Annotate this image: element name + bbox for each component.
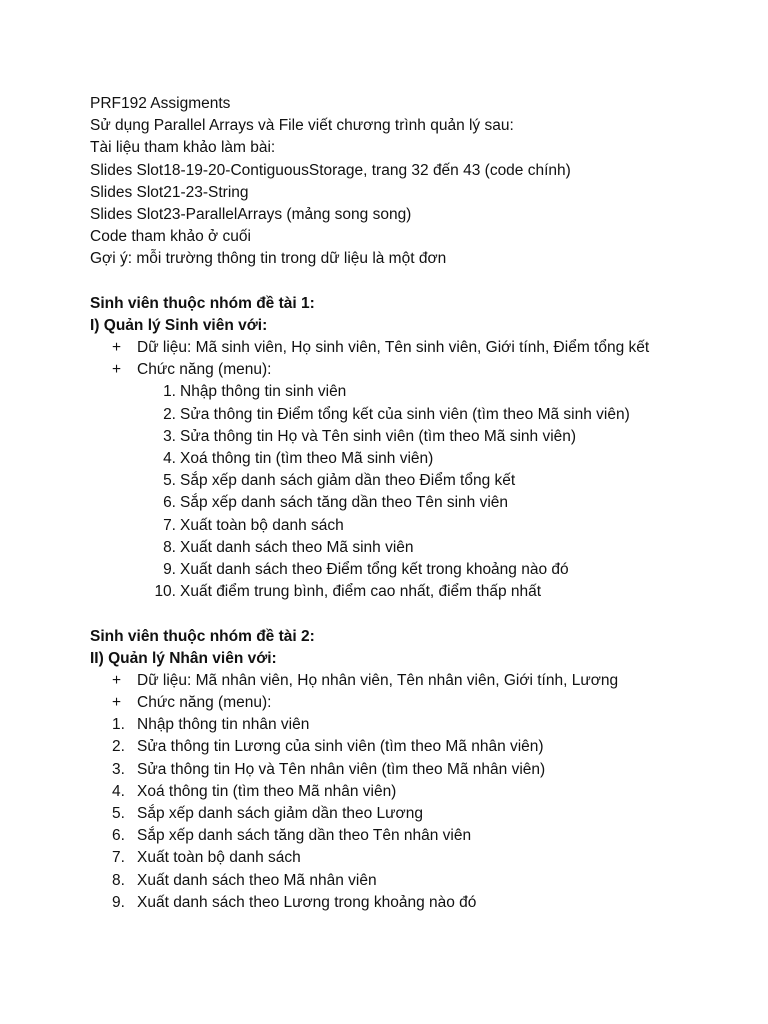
list-item bbox=[90, 803, 750, 825]
hint-line: Gợi ý: mỗi trường thông tin trong dữ liệu là một đơn bbox=[90, 250, 447, 268]
list-number: 3. bbox=[163, 427, 176, 445]
list-number: 5. bbox=[112, 805, 125, 822]
list-number: 10. bbox=[154, 583, 176, 601]
list-item-text: Sửa thông tin Lương của sinh viên (tìm theo Mã nhân viên) bbox=[137, 738, 544, 756]
list-item-text: Xoá thông tin (tìm theo Mã nhân viên) bbox=[137, 782, 397, 800]
list-item bbox=[90, 736, 750, 758]
list-number: 7. bbox=[112, 849, 125, 867]
header-block bbox=[90, 93, 750, 271]
document-intro: Sử dụng Parallel Arrays và File viết chương trình quản lý sau: bbox=[90, 117, 514, 135]
list-item-text: Sắp xếp danh sách tăng dần theo Tên nhân viên bbox=[137, 827, 472, 845]
list-item-text: Xoá thông tin (tìm theo Mã sinh viên) bbox=[180, 450, 434, 467]
list-item-text: Xuất toàn bộ danh sách bbox=[180, 516, 344, 534]
list-item bbox=[90, 825, 750, 847]
list-number: 8. bbox=[163, 538, 176, 556]
list-item bbox=[90, 470, 750, 492]
list-item bbox=[90, 781, 750, 803]
list-number: 8. bbox=[112, 871, 125, 889]
list-number: 3. bbox=[112, 760, 125, 778]
list-item-text: Sửa thông tin Điểm tổng kết của sinh viên (tìm theo Mã sinh viên) bbox=[180, 405, 630, 423]
list-item-text: Sắp xếp danh sách giảm dần theo Lương bbox=[137, 805, 423, 822]
section-group-heading: Sinh viên thuộc nhóm đề tài 2: bbox=[90, 627, 315, 645]
list-item bbox=[90, 714, 750, 736]
list-number: 5. bbox=[163, 472, 176, 490]
list-number: 1. bbox=[112, 716, 125, 734]
data-fields-text: Dữ liệu: Mã nhân viên, Họ nhân viên, Tên nhân viên, Giới tính, Lương bbox=[137, 671, 619, 689]
section-title: II) Quản lý Nhân viên với: bbox=[90, 649, 277, 667]
list-item-text: Sắp xếp danh sách giảm dần theo Điểm tổng kết bbox=[180, 472, 516, 490]
list-number: 1. bbox=[163, 383, 176, 401]
list-item bbox=[90, 404, 750, 426]
menu-bullet bbox=[90, 359, 750, 381]
bullet-mark: + bbox=[112, 694, 122, 712]
list-number: 2. bbox=[112, 738, 125, 756]
menu-label: Chức năng (menu): bbox=[137, 361, 272, 379]
reference-line: Slides Slot21-23-String bbox=[90, 183, 249, 201]
list-item bbox=[90, 426, 750, 448]
list-number: 9. bbox=[163, 560, 176, 578]
document-page bbox=[90, 93, 750, 914]
list-item bbox=[90, 759, 750, 781]
section-group-heading: Sinh viên thuộc nhóm đề tài 1: bbox=[90, 294, 315, 312]
menu-bullet bbox=[90, 692, 750, 714]
list-number: 6. bbox=[112, 827, 125, 845]
list-item-text: Xuất danh sách theo Lương trong khoảng nào đó bbox=[137, 893, 477, 911]
spacer bbox=[90, 603, 750, 625]
list-item-text: Xuất danh sách theo Mã nhân viên bbox=[137, 871, 377, 889]
list-number: 9. bbox=[112, 893, 125, 911]
bullet-mark: + bbox=[112, 339, 122, 357]
list-item-text: Xuất toàn bộ danh sách bbox=[137, 849, 301, 867]
spacer bbox=[90, 271, 750, 293]
list-number: 4. bbox=[112, 782, 125, 800]
list-item bbox=[90, 870, 750, 892]
function-list bbox=[90, 714, 750, 914]
menu-label: Chức năng (menu): bbox=[137, 694, 272, 712]
section-student-management bbox=[90, 293, 750, 604]
data-fields-bullet bbox=[90, 670, 750, 692]
list-item bbox=[90, 537, 750, 559]
reference-line: Slides Slot18-19-20-ContiguousStorage, trang 32 đến 43 (code chính) bbox=[90, 161, 571, 179]
list-item-text: Sửa thông tin Họ và Tên sinh viên (tìm theo Mã sinh viên) bbox=[180, 427, 577, 445]
list-item-text: Xuất điểm trung bình, điểm cao nhất, điểm thấp nhất bbox=[180, 583, 542, 601]
section-title: I) Quản lý Sinh viên với: bbox=[90, 316, 268, 334]
list-item-text: Sắp xếp danh sách tăng dần theo Tên sinh viên bbox=[180, 494, 509, 512]
list-item-text: Sửa thông tin Họ và Tên nhân viên (tìm theo Mã nhân viên) bbox=[137, 760, 546, 778]
list-item bbox=[90, 448, 750, 470]
reference-line: Code tham khảo ở cuối bbox=[90, 228, 251, 246]
section-employee-management bbox=[90, 626, 750, 914]
reference-heading: Tài liệu tham khảo làm bài: bbox=[90, 139, 276, 157]
bullet-mark: + bbox=[112, 671, 122, 689]
list-number: 2. bbox=[163, 405, 176, 423]
list-number: 6. bbox=[163, 494, 176, 512]
function-list bbox=[90, 381, 750, 603]
list-item bbox=[90, 581, 750, 603]
data-fields-text: Dữ liệu: Mã sinh viên, Họ sinh viên, Tên sinh viên, Giới tính, Điểm tổng kết bbox=[137, 339, 650, 357]
list-item-text: Nhập thông tin sinh viên bbox=[180, 383, 347, 401]
bullet-mark: + bbox=[112, 361, 122, 379]
list-number: 4. bbox=[163, 450, 176, 467]
list-item-text: Xuất danh sách theo Điểm tổng kết trong khoảng nào đó bbox=[180, 560, 569, 578]
list-item bbox=[90, 515, 750, 537]
list-item bbox=[90, 892, 750, 914]
list-item-text: Nhập thông tin nhân viên bbox=[137, 716, 310, 734]
list-item bbox=[90, 559, 750, 581]
list-item-text: Xuất danh sách theo Mã sinh viên bbox=[180, 538, 414, 556]
list-item bbox=[90, 492, 750, 514]
reference-line: Slides Slot23-ParallelArrays (mảng song song) bbox=[90, 205, 412, 223]
list-number: 7. bbox=[163, 516, 176, 534]
list-item bbox=[90, 381, 750, 403]
list-item bbox=[90, 847, 750, 869]
data-fields-bullet bbox=[90, 337, 750, 359]
document-title: PRF192 Assigments bbox=[90, 95, 231, 112]
